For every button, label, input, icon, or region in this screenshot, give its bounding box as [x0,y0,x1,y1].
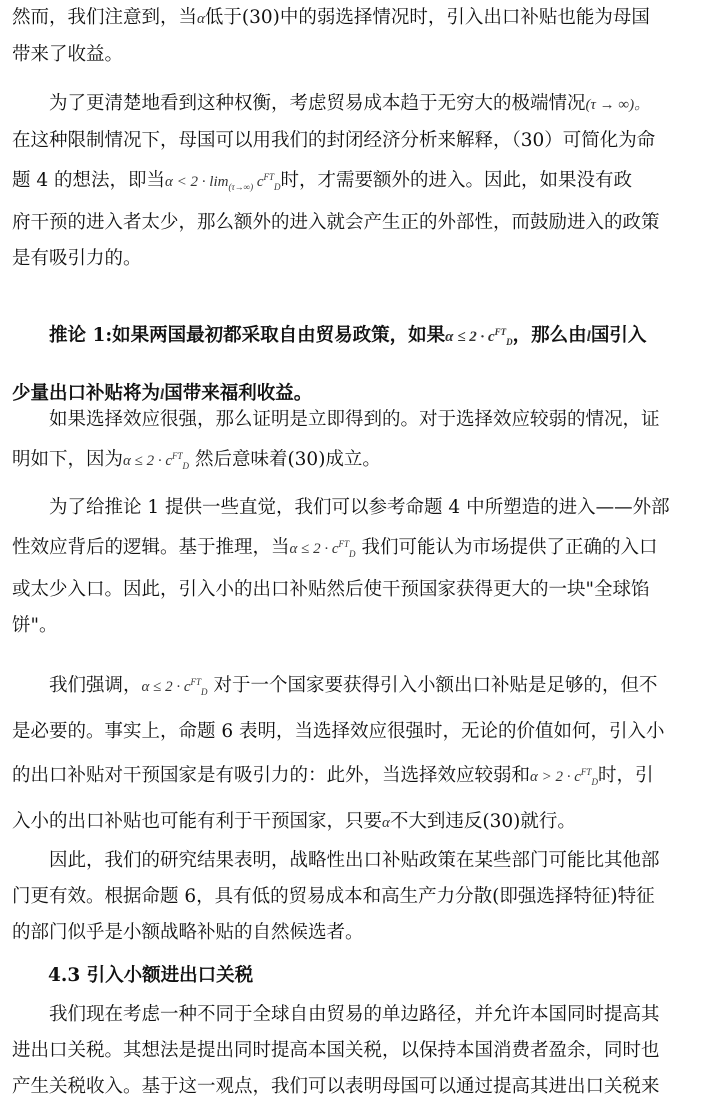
text-line: 我们可能认为市场提供了正确的入口 [361,537,658,558]
math-alpha-le-2c: $\alpha \le 2 \cdot c^{FT}_D$ [123,451,190,471]
math-alpha: α [382,815,390,831]
text-line: 国引入 [590,325,647,346]
text-line: 我们现在考虑一种不同于全球自由贸易的单边路径，并允许本国同时提高其 [49,1004,660,1025]
text-line: 是必要的。事实上，命题 6 表明，当选择效应很强时，无论的价值如何，引入小 [12,721,665,742]
math-l: l [586,329,591,345]
text-line: 低于(30)中的弱选择情况时，引入出口补贴也能为母国 [204,7,650,28]
math-alpha-lt-lim: $\alpha < 2 \cdot \lim_{(\tau\to\infty)} c^{FT}_D$ [165,172,281,192]
math-alpha: α [197,11,205,27]
paragraph [12,86,692,277]
text-line: 饼"。 [12,615,58,636]
text-line: 的部门似乎是小额战略补贴的自然候选者。 [12,922,364,943]
math-tau-infinity: (τ → ∞)。 [585,97,650,113]
text-line: 进出口关税。其想法是提出同时提高本国关税，以保持本国消费者盈余，同时也 [12,1040,660,1061]
math-alpha-le-2c: $\alpha \le 2 \cdot c^{FT}_D$ [289,539,356,559]
corollary-label: 推论 1: [49,325,113,346]
text-line: 或太少入口。因此，引入小的出口补贴然后使干预国家获得更大的一块"全球馅 [12,579,650,600]
text-line: 为了更清楚地看到这种权衡，考虑贸易成本趋于无穷大的极端情况 [49,93,586,114]
paragraph [12,0,692,73]
paragraph [12,997,692,1105]
text-line: 少量出口补贴将为 [12,383,161,404]
text-line: 产生关税收入。基于这一观点，我们可以表明母国可以通过提高其进出口关税来 [12,1076,660,1097]
text-line: ，那么由 [512,325,587,346]
text-line: 然而，我们注意到，当 [12,7,198,28]
text-line: 国带来福利收益。 [164,383,313,404]
text-line: 题 4 的想法，即当 [12,170,166,191]
paragraph [12,662,692,843]
text-line: 是有吸引力的。 [12,248,142,269]
text-line: 府干预的进入者太少，那么额外的进入就会产生正的外部性，而鼓励进入的政策 [12,212,660,233]
paragraph [12,490,692,644]
text-line: 因此，我们的研究结果表明，战略性出口补贴政策在某些部门可能比其他部 [49,850,660,871]
text-line: 明如下，因为 [12,449,124,470]
text-line: 如果两国最初都采取自由贸易政策，如果 [112,325,446,346]
text-line: 对于一个国家要获得引入小额出口补贴是足够的，但不 [213,675,658,696]
text-line: 的出口补贴对干预国家是有吸引力的：此外，当选择效应较弱和 [12,765,531,786]
text-line: 带来了收益。 [12,44,124,65]
paragraph [12,402,692,484]
section-heading: 4.3 引入小额进出口关税 [48,965,254,986]
text-line: 不大到违反(30)就行。 [389,811,576,832]
math-alpha-gt-2c: $\alpha > 2 \cdot c^{FT}_D$ [530,767,598,787]
text-line: 如果选择效应很强，那么证明是立即得到的。对于选择效应较弱的情况，证 [49,409,660,430]
math-alpha-le-2c: $\alpha \le 2 \cdot c^{FT}_D$ [445,327,513,347]
paragraph [12,843,692,951]
text-line: 入小的出口补贴也可能有利于干预国家，只要 [12,811,383,832]
text-line: 时，才需要额外的进入。因此，如果没有政 [280,170,633,191]
text-line: 在这种限制情况下，母国可以用我们的封闭经济分析来解释，（30）可简化为命 [12,130,656,151]
text-line: 时，引 [597,765,654,786]
text-line: 性效应背后的逻辑。基于推理，当 [12,537,290,558]
math-alpha-le-2c: $\alpha \le 2 \cdot c^{FT}_D$ [141,677,208,697]
text-line: 我们强调， [49,675,142,696]
text-line: 然后意味着(30)成立。 [194,449,381,470]
text-line: 为了给推论 1 提供一些直觉，我们可以参考命题 4 中所塑造的进入——外部 [49,497,670,518]
math-l: l [160,387,165,403]
text-line: 门更有效。根据命题 6，具有低的贸易成本和高生产力分散(即强选择特征)特征 [12,886,655,907]
